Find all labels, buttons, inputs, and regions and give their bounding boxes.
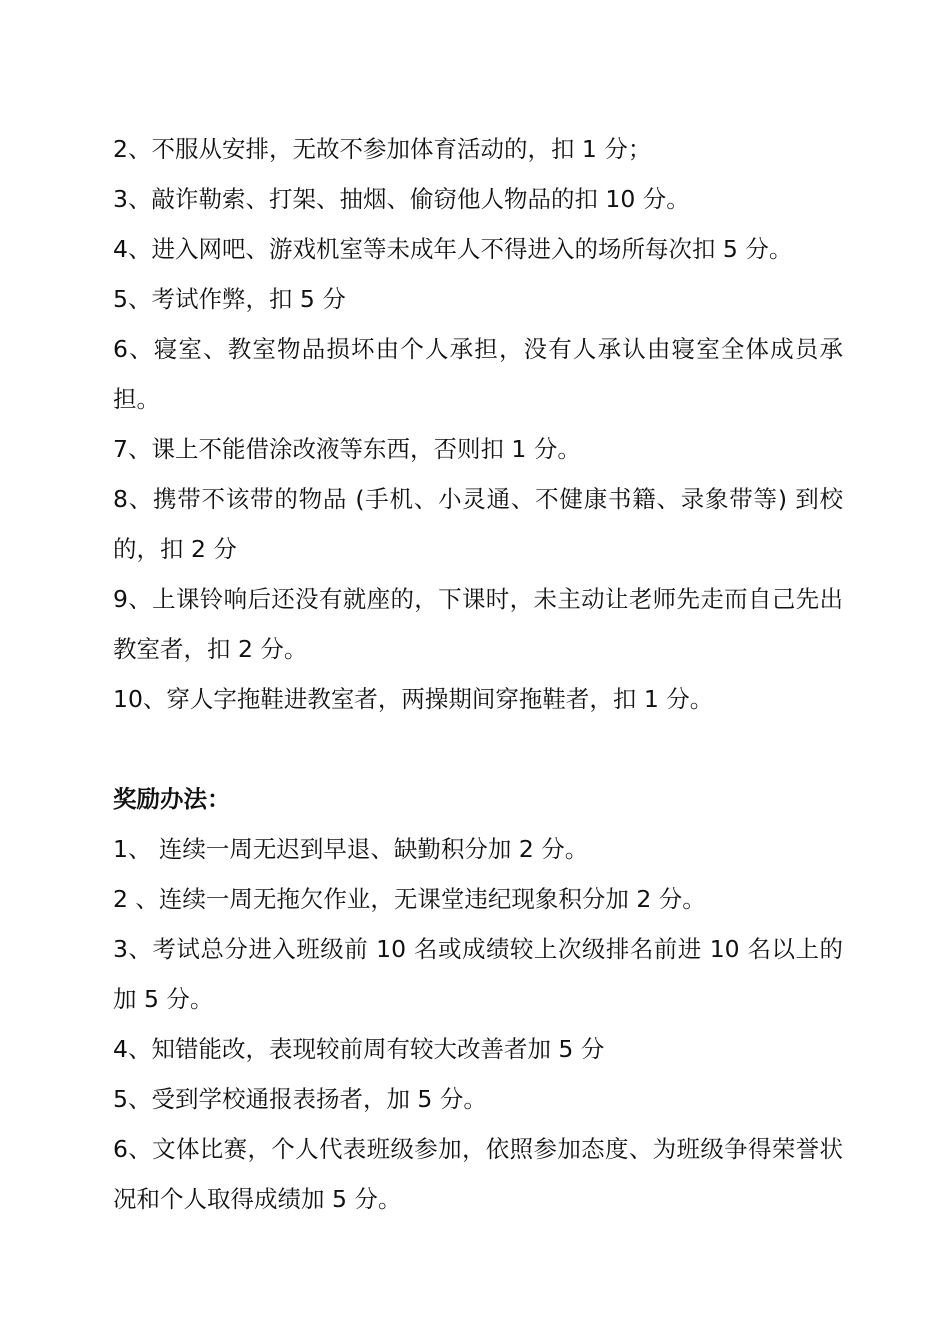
penalty-item-9: 9、上课铃响后还没有就座的，下课时，未主动让老师先走而自己先出教室者，扣 2 分。 xyxy=(113,585,843,663)
section-spacer xyxy=(113,724,843,774)
penalty-list xyxy=(113,124,843,724)
document-page xyxy=(113,124,843,1224)
reward-item-1: 1、 连续一周无迟到早退、缺勤积分加 2 分。 xyxy=(113,835,589,863)
penalty-item-8: 8、携带不该带的物品 (手机、小灵通、不健康书籍、录象带等) 到校的，扣 2 分 xyxy=(113,485,843,563)
reward-item-2: 2 、连续一周无拖欠作业，无课堂违纪现象积分加 2 分。 xyxy=(113,885,706,913)
penalty-item-7: 7、课上不能借涂改液等东西，否则扣 1 分。 xyxy=(113,435,581,463)
reward-item-4: 4、知错能改，表现较前周有较大改善者加 5 分 xyxy=(113,1035,605,1063)
reward-item-6: 6、文体比赛，个人代表班级参加，依照参加态度、为班级争得荣誉状况和个人取得成绩加 5 分。 xyxy=(113,1135,843,1213)
penalty-item-4: 4、进入网吧、游戏机室等未成年人不得进入的场所每次扣 5 分。 xyxy=(113,235,793,263)
rewards-section xyxy=(113,774,843,1224)
reward-item-3: 3、考试总分进入班级前 10 名或成绩较上次级排名前进 10 名以上的加 5 分。 xyxy=(113,935,843,1013)
reward-item-5: 5、受到学校通报表扬者，加 5 分。 xyxy=(113,1085,487,1113)
penalty-item-5: 5、考试作弊，扣 5 分 xyxy=(113,285,346,313)
penalty-item-2: 2、不服从安排，无故不参加体育活动的，扣 1 分； xyxy=(113,135,652,163)
penalty-item-10: 10、穿人字拖鞋进教室者，两操期间穿拖鞋者，扣 1 分。 xyxy=(113,685,714,713)
rewards-heading: 奖励办法： xyxy=(113,785,231,813)
penalty-item-6: 6、寝室、教室物品损坏由个人承担，没有人承认由寝室全体成员承担。 xyxy=(113,335,843,413)
penalty-item-3: 3、敲诈勒索、打架、抽烟、偷窃他人物品的扣 10 分。 xyxy=(113,185,690,213)
